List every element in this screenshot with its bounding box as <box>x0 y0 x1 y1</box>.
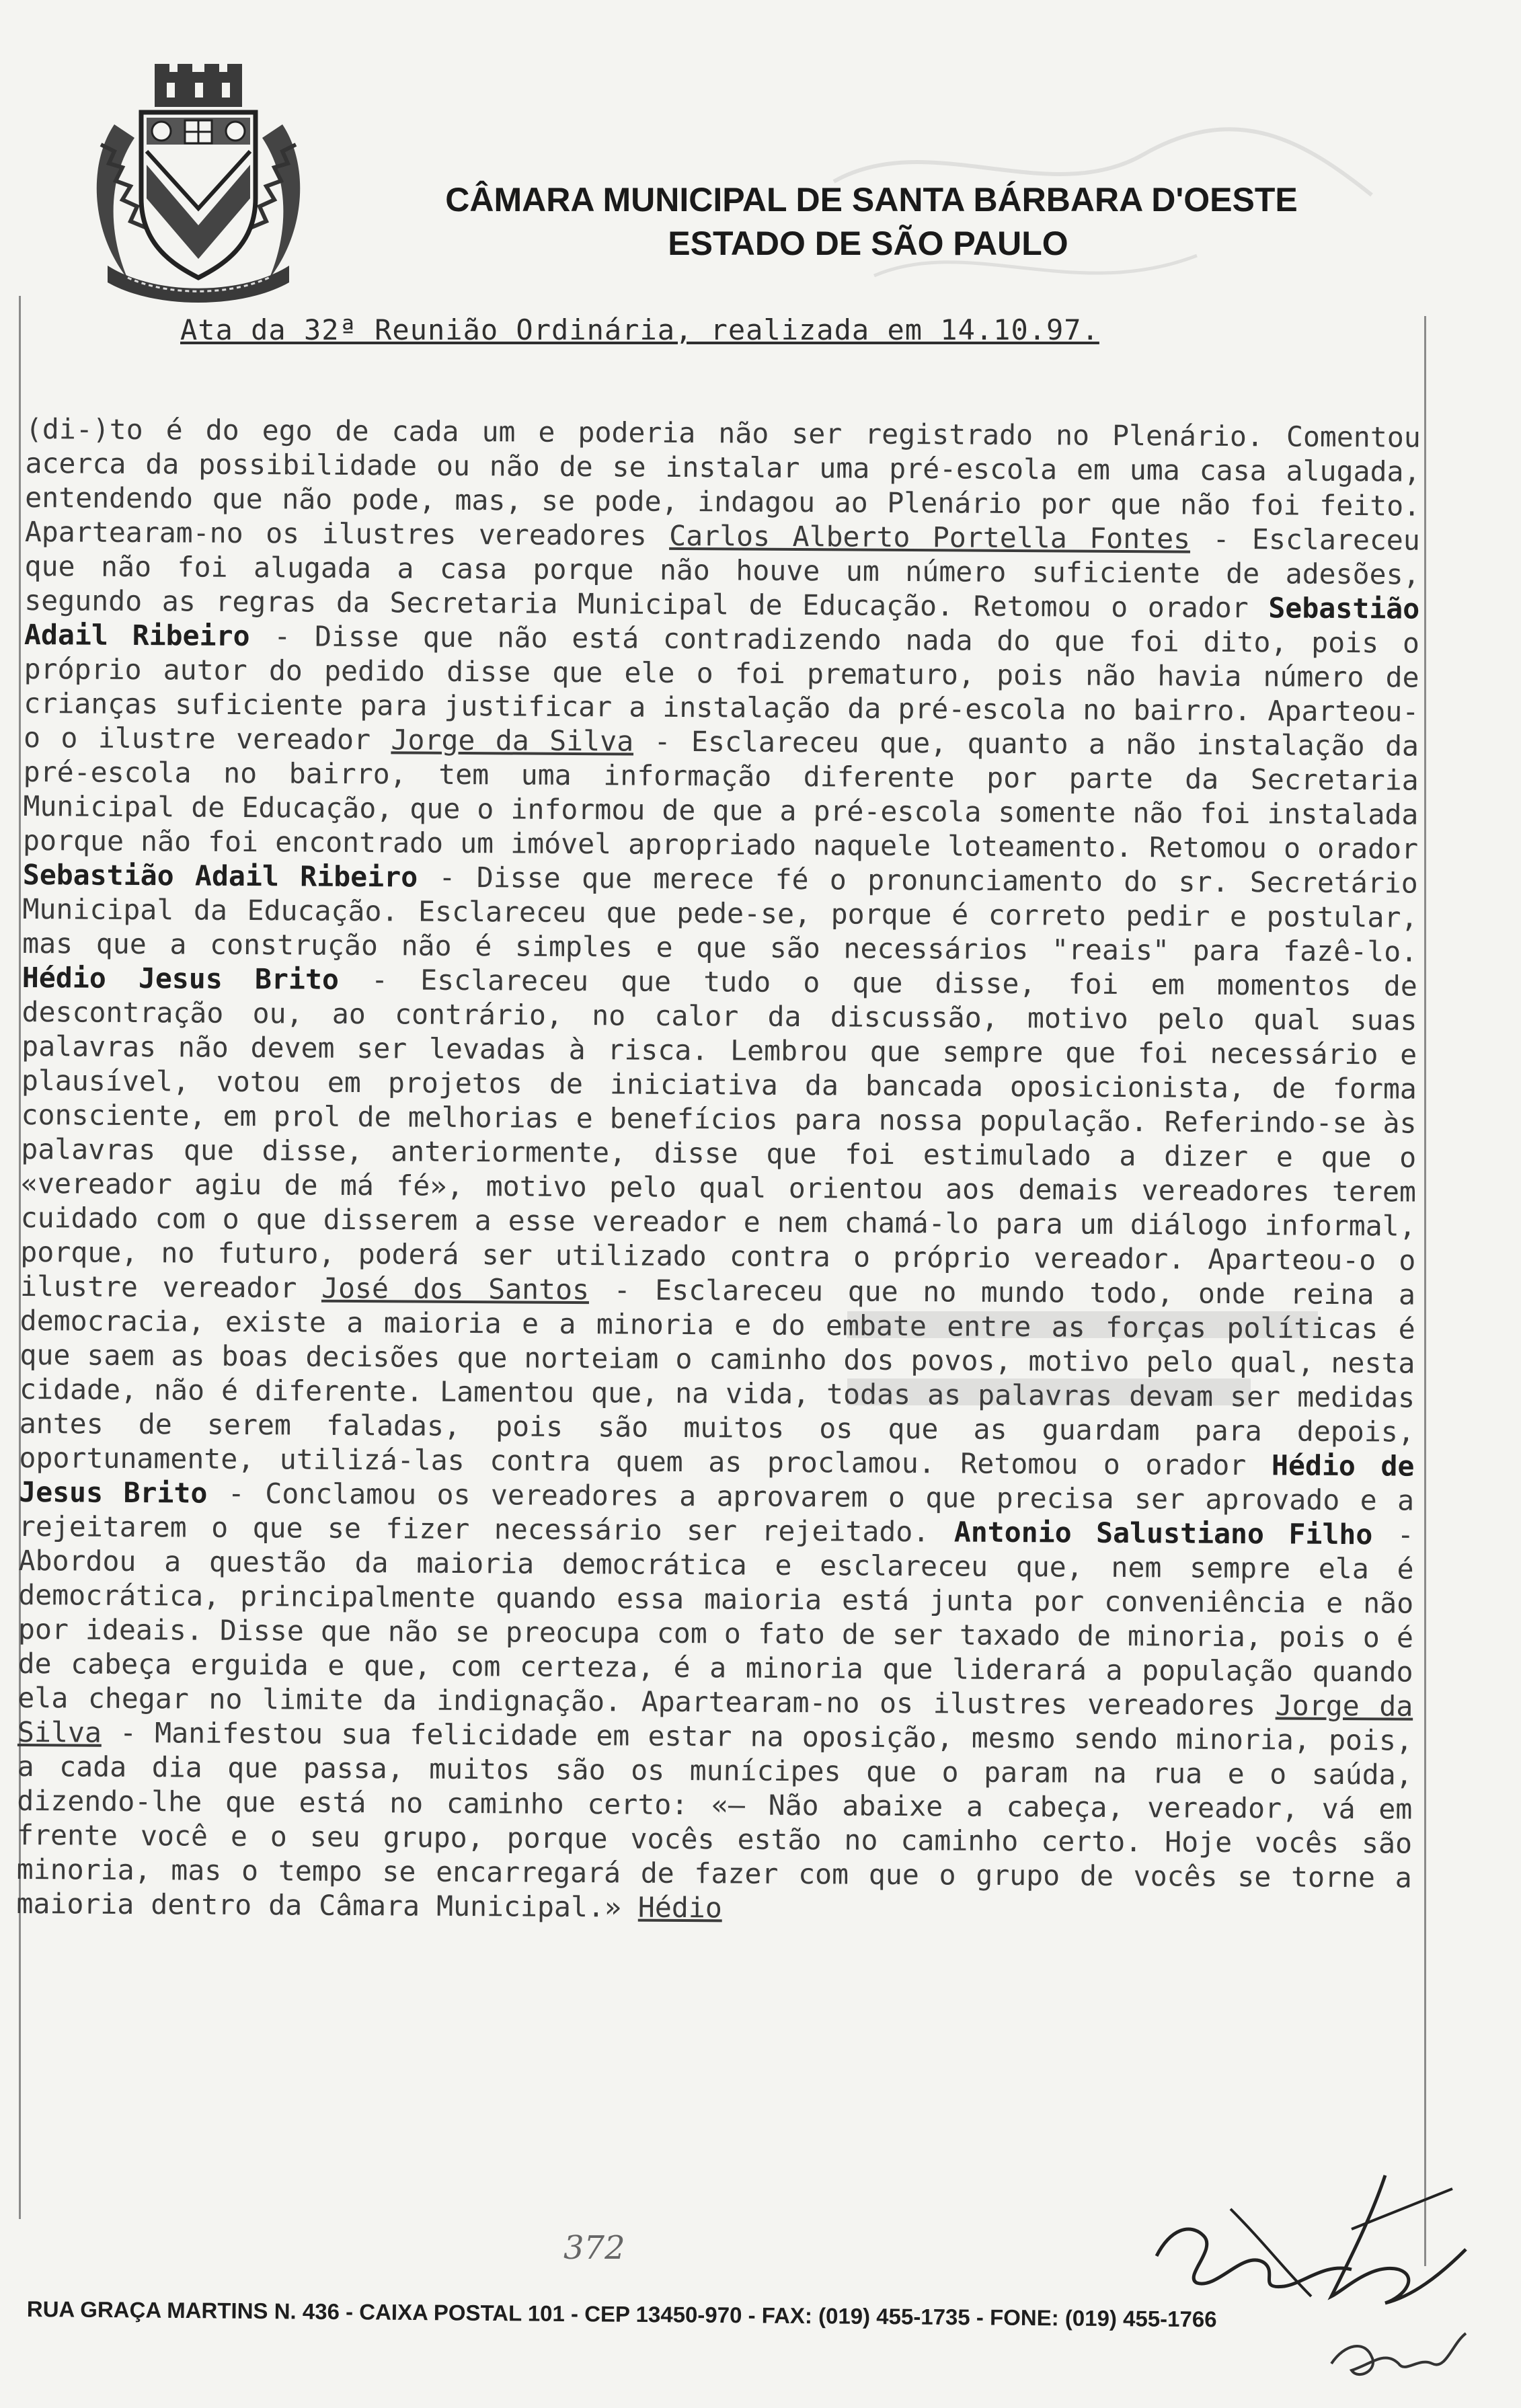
text-segment: - Abordou a questão da maioria democrática e esclareceu que, nem sempre ela é democrática, principalmente quando essa maioria está junta por conveniência e não por ideais. Disse que não se preocupa com o fato de ser taxado de minoria, pois o é de cabeça erguida e que, com certeza, é a minoria que liderará a população quando ela chegar no limite da indignação. Apartearam-no os ilustres vereadores <box>17 1518 1414 1722</box>
speaker-name: Hédio <box>637 1890 722 1925</box>
text-segment: - Conclamou os vereadores a aprovarem o que precisa ser aprovado e a rejeitarem o que se fizer necessário ser rejeitado. <box>18 1476 1415 1549</box>
speaker-name: Sebastião Adail Ribeiro <box>24 591 1420 653</box>
speaker-name: Jorge da Silva <box>17 1688 1413 1749</box>
speaker-name: Jorge da Silva <box>391 723 634 758</box>
text-segment: - Disse que merece fé o pronunciamento do sr. Secretário Municipal da Educação. Esclareceu que pede-se, porque é correto pedir e postular, mas que a construção não é simples e que são necessários "reais" para fazê-lo. <box>22 860 1418 968</box>
text-segment: - Disse que não está contradizendo nada do que foi dito, pois o próprio autor do pedido disse que ele o foi prematuro, pois não havia número de crianças suficiente para justificar a instalação da pré-escola no bairro. Aparteou-o o ilustre vereador <box>23 619 1420 756</box>
text-segment: - Manifestou sua felicidade em estar na oposição, mesmo sendo minoria, pois, a cada dia que passa, muitos são os munícipes que o param na rua e o saúda, dizendo-lhe que está no caminho certo: «— Não abaixe a cabeça, vereador, vá em frente você e o seu grupo, porque vocês estão no caminho certo. Hoje vocês são minoria, mas o tempo se encarregará de fazer com que o grupo de vocês se torne a maioria dentro da Câmara Municipal.» <box>16 1715 1413 1924</box>
speaker-name: José dos Santos <box>321 1271 590 1307</box>
institution-name: CÂMARA MUNICIPAL DE SANTA BÁRBARA D'OESTE <box>445 181 1298 219</box>
text-segment: - Esclareceu que não foi alugada a casa porque não houve um número suficiente de adesões, segundo as regras da Secretaria Municipal de Educação. Retomou o orador <box>24 522 1421 625</box>
page-number: 372 <box>563 2229 625 2267</box>
state-name: ESTADO DE SÃO PAULO <box>668 225 1068 262</box>
speaker-name: Hédio de Jesus Brito <box>19 1448 1415 1510</box>
speaker-name: Sebastião Adail Ribeiro <box>22 857 418 894</box>
text-segment: (di-)to é do ego de cada um e poderia não ser registrado no Plenário. Comentou acerca da possibilidade ou não de se instalar uma pré-escola em uma casa alugada, entendendo que não pode, mas, se pode, indagou ao Plenário por que não foi feito. Apartearam-no os ilustres vereadores <box>24 412 1421 552</box>
minutes-title: Ata da 32ª Reunião Ordinária, realizada em 14.10.97. <box>180 313 1099 346</box>
speaker-name: Hédio Jesus Brito <box>22 960 340 996</box>
minutes-body <box>16 412 1421 1929</box>
text-segment: - Esclareceu que tudo o que disse, foi em momentos de descontração ou, ao contrário, no calor da discussão, motivo pelo qual suas palavras não devem ser levadas à risca. Lembrou que sempre que foi necessário e plausível, votou em projetos de iniciativa da bancada oposicionista, de forma consciente, em prol de melhorias e benefícios para nossa população. Referindo-se às palavras que disse, anteriormente, disse que foi estimulado a dizer e que o «vereador agiu de má fé», motivo pelo qual orientou aos demais vereadores terem cuidado com o que disserem a esse vereador e nem chamá-lo para um diálogo informal, porque, no futuro, poderá ser utilizado contra o próprio vereador. Aparteou-o o ilustre vereador <box>20 962 1417 1305</box>
handwritten-signature-icon <box>1130 2162 1506 2404</box>
text-segment: - Esclareceu que no mundo todo, onde reina a democracia, existe a maioria e a minoria e do embate entre as forças políticas é que saem as boas decisões que norteiam o caminho dos povos, motivo pelo qual, nesta cidade, não é diferente. Lamentou que, na vida, todas as palavras devam ser medidas antes de serem faladas, pois são muitos os que as guardam para depois, oportunamente, utilizá-las contra quem as proclamou. Retomou o orador <box>19 1273 1416 1482</box>
speaker-name: Antonio Salustiano Filho <box>953 1515 1373 1551</box>
minutes-paragraph <box>16 412 1421 1929</box>
right-margin-rule <box>1424 316 1426 2266</box>
footer-address: RUA GRAÇA MARTINS N. 436 - CAIXA POSTAL 101 - CEP 13450-970 - FAX: (019) 455-1735 - FONE: (019) 455-1766 <box>26 2296 1217 2332</box>
speaker-name: Carlos Alberto Portella Fontes <box>669 518 1191 555</box>
text-segment: - Esclareceu que, quanto a não instalação da pré-escola no bairro, tem uma informação diferente por parte da Secretaria Municipal de Educação, que o informou de que a pré-escola somente não foi instalada porque não foi encontrado um imóvel apropriado naquele loteamento. Retomou o orador <box>22 724 1419 865</box>
